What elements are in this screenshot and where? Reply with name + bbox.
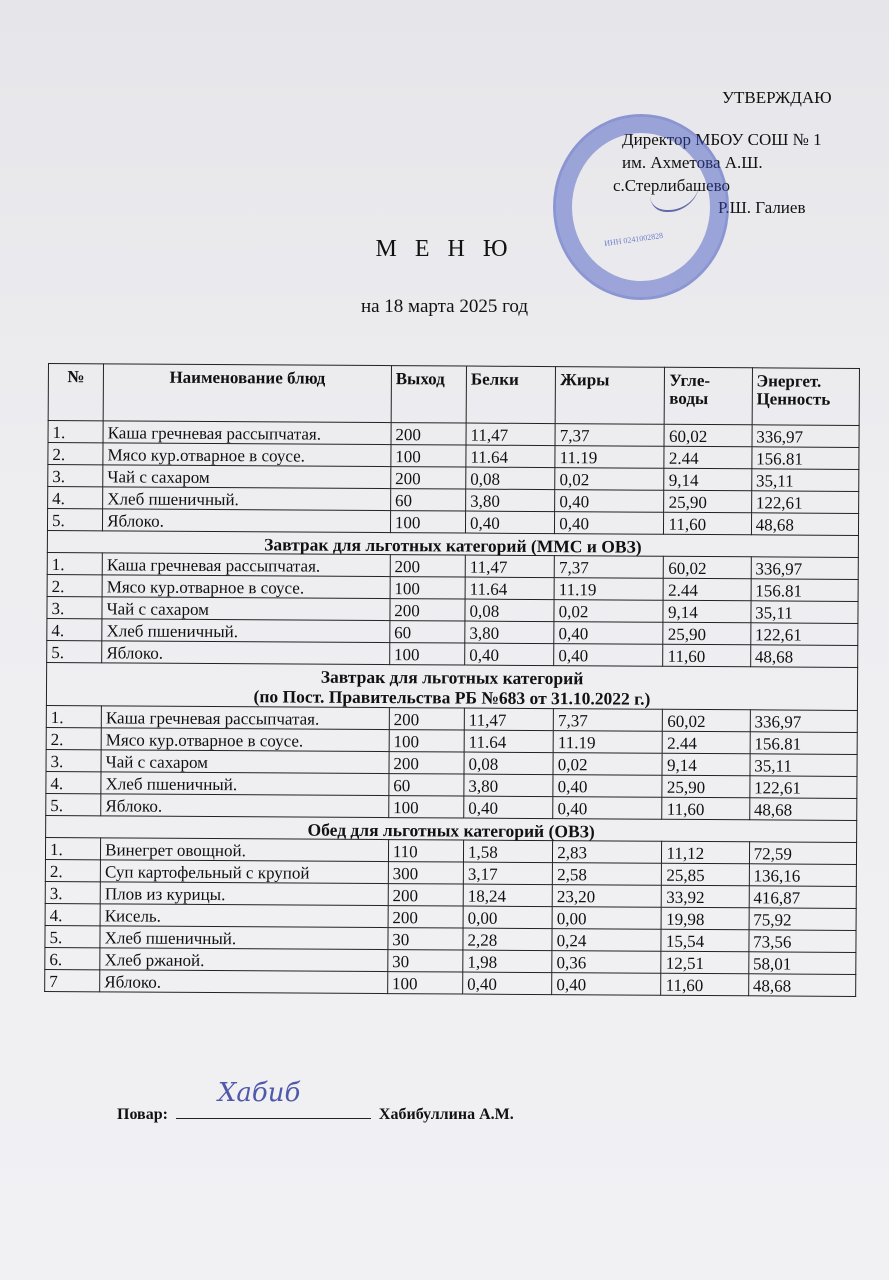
row-number: 2. — [45, 859, 100, 881]
portion-weight: 200 — [389, 752, 464, 774]
protein: 1,58 — [463, 840, 552, 863]
protein: 3,80 — [465, 621, 554, 644]
carbs: 2.44 — [664, 578, 751, 601]
fat: 7,37 — [555, 424, 664, 447]
portion-weight: 100 — [389, 796, 464, 818]
carbs: 11,60 — [663, 644, 750, 667]
energy: 48,68 — [748, 974, 855, 997]
dish-name: Чай с сахаром — [103, 465, 391, 489]
protein: 0,40 — [464, 796, 553, 819]
portion-weight: 60 — [389, 774, 464, 796]
portion-weight: 200 — [391, 467, 466, 489]
fat: 0,40 — [553, 797, 662, 820]
header-portion: Выход — [391, 366, 467, 423]
dish-name: Винегрет овощной. — [101, 838, 389, 862]
row-number: 1. — [48, 421, 103, 443]
protein: 2,28 — [463, 928, 552, 951]
row-number: 1. — [45, 837, 100, 859]
row-number: 2. — [48, 443, 103, 465]
portion-weight: 100 — [391, 445, 466, 467]
cook-signature-line — [117, 1078, 514, 1124]
fat: 11.19 — [554, 578, 663, 601]
energy: 156.81 — [750, 732, 857, 755]
stamp-inn-text: ИНН 0241002828 — [603, 230, 664, 249]
header-protein: Белки — [466, 366, 556, 424]
approval-school-name: им. Ахметова А.Ш. — [622, 153, 763, 172]
row-number: 4. — [46, 771, 101, 793]
energy: 156.81 — [751, 579, 858, 602]
energy: 136,16 — [749, 864, 856, 887]
dish-name: Хлеб пшеничный. — [103, 487, 391, 511]
row-number: 5. — [47, 640, 102, 662]
row-number: 3. — [45, 881, 100, 903]
protein: 0,40 — [465, 643, 554, 666]
carbs: 11,60 — [661, 973, 748, 996]
carbs: 11,12 — [662, 841, 749, 864]
carbs: 60,02 — [664, 556, 751, 579]
table-header-row — [48, 364, 859, 426]
carbs: 9,14 — [664, 468, 751, 491]
energy: 58,01 — [748, 952, 855, 975]
protein: 3,17 — [463, 862, 552, 885]
energy: 35,11 — [751, 469, 858, 492]
energy: 156.81 — [752, 447, 859, 470]
section-header-row — [46, 662, 857, 710]
portion-weight: 60 — [390, 489, 465, 511]
dish-name: Яблоко. — [103, 509, 391, 533]
portion-weight: 200 — [388, 906, 463, 928]
dish-name: Суп картофельный с крупой — [100, 860, 388, 884]
energy: 35,11 — [750, 754, 857, 777]
row-number: 3. — [48, 465, 103, 487]
protein: 1,98 — [463, 950, 552, 973]
carbs: 60,02 — [663, 709, 750, 732]
row-number: 7 — [45, 969, 100, 991]
fat: 2,83 — [553, 841, 662, 864]
protein: 11.64 — [464, 730, 553, 753]
row-number: 5. — [45, 925, 100, 947]
portion-weight: 110 — [388, 840, 463, 862]
carbs: 15,54 — [661, 929, 748, 952]
header-carbs: Угле- воды — [665, 367, 753, 425]
official-stamp — [553, 114, 729, 300]
carbs: 9,14 — [663, 600, 750, 623]
protein: 0,08 — [466, 467, 555, 490]
energy: 336,97 — [751, 557, 858, 580]
carbs: 2.44 — [663, 731, 750, 754]
energy: 416,87 — [749, 886, 856, 909]
carbs: 60,02 — [664, 424, 751, 447]
fat: 0,40 — [555, 512, 664, 535]
dish-name: Хлеб ржаной. — [100, 948, 388, 972]
dish-name: Хлеб пшеничный. — [100, 926, 388, 950]
header-dish-name: Наименование блюд — [103, 364, 391, 423]
carbs: 11,60 — [662, 797, 749, 820]
dish-name: Яблоко. — [101, 794, 389, 818]
fat: 0,40 — [552, 973, 661, 996]
portion-weight: 30 — [388, 950, 463, 972]
menu-table — [44, 363, 860, 997]
fat: 0,40 — [554, 622, 663, 645]
dish-name: Каша гречневая рассыпчатая. — [101, 706, 389, 730]
protein: 3,80 — [464, 774, 553, 797]
dish-name: Хлеб пшеничный. — [102, 619, 390, 643]
portion-weight: 200 — [390, 555, 465, 577]
fat: 0,40 — [555, 490, 664, 513]
energy: 336,97 — [750, 710, 857, 733]
fat: 0,02 — [553, 753, 662, 776]
dish-name: Кисель. — [100, 904, 388, 928]
header-fat: Жиры — [555, 367, 665, 425]
portion-weight: 30 — [388, 928, 463, 950]
portion-weight: 60 — [390, 621, 465, 643]
fat: 11.19 — [553, 731, 662, 754]
energy: 48,68 — [751, 513, 858, 536]
portion-weight: 200 — [389, 708, 464, 730]
carbs: 33,92 — [662, 885, 749, 908]
portion-weight: 300 — [388, 862, 463, 884]
dish-name: Мясо кур.отварное в соусе. — [103, 443, 391, 467]
portion-weight: 100 — [387, 972, 462, 994]
table-row — [45, 969, 856, 996]
fat: 0,02 — [555, 468, 664, 491]
carbs: 11,60 — [664, 512, 751, 535]
row-number: 4. — [47, 618, 102, 640]
dish-name: Яблоко. — [100, 970, 388, 994]
carbs: 12,51 — [661, 951, 748, 974]
protein: 0,00 — [463, 906, 552, 929]
signature-underline — [176, 1078, 371, 1119]
row-number: 5. — [47, 509, 102, 531]
section-title: Завтрак для льготных категорий (по Пост. Правительства РБ №683 от 31.10.2022 г.) — [46, 662, 857, 710]
fat: 0,00 — [552, 907, 661, 930]
protein: 11,47 — [465, 555, 554, 578]
energy: 72,59 — [749, 842, 856, 865]
dish-name: Чай с сахаром — [102, 597, 390, 621]
carbs: 25,90 — [663, 622, 750, 645]
protein: 11,47 — [464, 708, 553, 731]
dish-name: Мясо кур.отварное в соусе. — [102, 575, 390, 599]
approval-position: Директор МБОУ СОШ № 1 — [622, 130, 822, 149]
carbs: 2.44 — [664, 446, 751, 469]
portion-weight: 100 — [390, 511, 465, 533]
row-number: 3. — [47, 596, 102, 618]
carbs: 19,98 — [662, 907, 749, 930]
dish-name: Чай с сахаром — [101, 750, 389, 774]
dish-name: Яблоко. — [102, 641, 390, 665]
carbs: 25,85 — [662, 863, 749, 886]
energy: 122,61 — [750, 776, 857, 799]
protein: 0,08 — [465, 599, 554, 622]
protein: 11,47 — [466, 423, 555, 446]
carbs: 25,90 — [664, 490, 751, 513]
dish-name: Каша гречневая рассыпчатая. — [102, 553, 390, 577]
row-number: 2. — [47, 574, 102, 596]
cook-handwritten-signature: Хабиб — [217, 1078, 301, 1108]
menu-table-body — [45, 421, 859, 997]
approval-village: с.Стерлибашево — [613, 176, 730, 195]
protein: 0,08 — [464, 752, 553, 775]
row-number: 2. — [46, 727, 101, 749]
fat: 0,02 — [554, 600, 663, 623]
protein: 11.64 — [465, 577, 554, 600]
energy: 122,61 — [751, 491, 858, 514]
row-number: 3. — [46, 749, 101, 771]
protein: 0,40 — [463, 972, 552, 995]
portion-weight: 200 — [388, 884, 463, 906]
dish-name: Мясо кур.отварное в соусе. — [101, 728, 389, 752]
protein: 0,40 — [465, 511, 554, 534]
protein: 3,80 — [466, 489, 555, 512]
portion-weight: 100 — [389, 730, 464, 752]
dish-name: Хлеб пшеничный. — [101, 772, 389, 796]
header-energy: Энергет. Ценность — [752, 368, 860, 426]
header-number: № — [48, 364, 103, 421]
fat: 0,24 — [552, 929, 661, 952]
fat: 0,36 — [552, 951, 661, 974]
energy: 122,61 — [750, 623, 857, 646]
dish-name: Плов из курицы. — [100, 882, 388, 906]
energy: 35,11 — [751, 601, 858, 624]
page-title: М Е Н Ю — [375, 236, 514, 262]
energy: 336,97 — [752, 425, 859, 448]
fat: 23,20 — [552, 885, 661, 908]
dish-name: Каша гречневая рассыпчатая. — [103, 421, 391, 445]
section-title: Завтрак для льготных категорий (ММС и ОВЗ) — [47, 530, 858, 557]
fat: 11.19 — [555, 446, 664, 469]
row-number: 6. — [45, 947, 100, 969]
row-number: 1. — [47, 552, 102, 574]
energy: 73,56 — [749, 930, 856, 953]
carbs: 25,90 — [662, 775, 749, 798]
page-subtitle: на 18 марта 2025 год — [360, 296, 529, 317]
energy: 48,68 — [750, 645, 857, 668]
protein: 11.64 — [466, 445, 555, 468]
approval-director-name: Р.Ш. Галиев — [718, 198, 806, 217]
fat: 2,58 — [553, 863, 662, 886]
protein: 18,24 — [463, 884, 552, 907]
cook-label: Повар: — [117, 1106, 168, 1123]
portion-weight: 200 — [390, 599, 465, 621]
cook-name: Хабибуллина А.М. — [378, 1106, 514, 1123]
row-number: 1. — [46, 705, 101, 727]
energy: 48,68 — [749, 798, 856, 821]
row-number: 5. — [46, 793, 101, 815]
row-number: 4. — [48, 487, 103, 509]
fat: 7,37 — [553, 709, 662, 732]
approval-heading: УТВЕРЖДАЮ — [722, 88, 832, 107]
row-number: 4. — [45, 903, 100, 925]
carbs: 9,14 — [662, 753, 749, 776]
fat: 0,40 — [553, 775, 662, 798]
fat: 7,37 — [554, 556, 663, 579]
portion-weight: 100 — [389, 643, 464, 665]
energy: 75,92 — [749, 908, 856, 931]
portion-weight: 100 — [390, 577, 465, 599]
portion-weight: 200 — [391, 423, 466, 445]
fat: 0,40 — [554, 644, 663, 667]
section-title: Обед для льготных категорий (ОВЗ) — [46, 815, 857, 842]
